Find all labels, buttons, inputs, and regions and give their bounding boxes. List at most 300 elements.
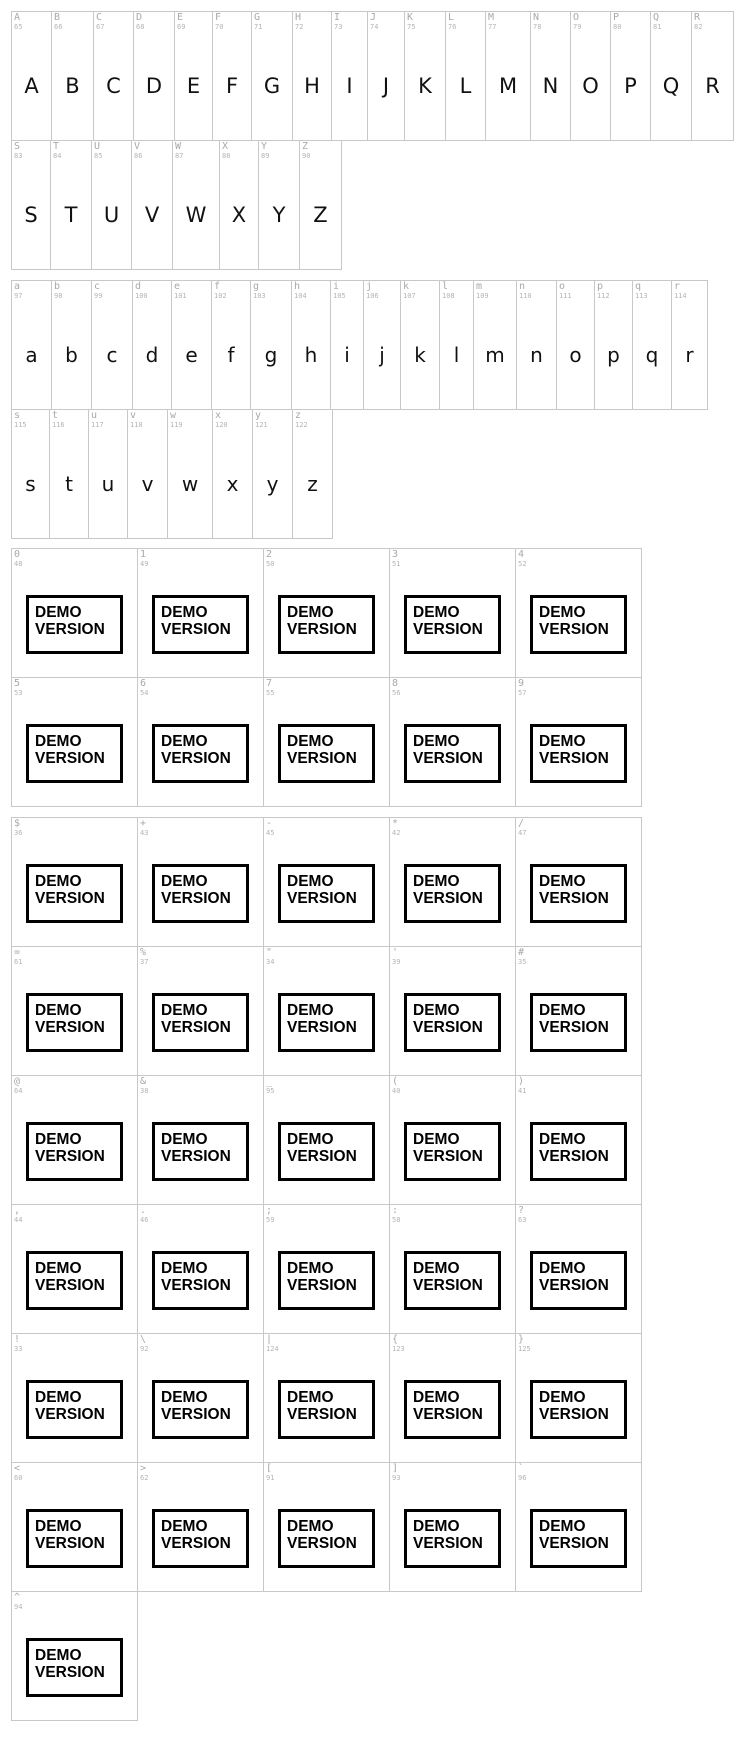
- demo-label-line2: VERSION: [287, 750, 357, 767]
- demo-label-line2: VERSION: [539, 621, 609, 638]
- demo-label-line1: DEMO: [161, 604, 208, 621]
- demo-label-line1: DEMO: [539, 1260, 586, 1277]
- glyph-cell: [137, 1204, 264, 1334]
- glyph-sample: R: [705, 74, 720, 98]
- glyph-cell: [11, 140, 51, 270]
- glyph-sample: S: [24, 203, 38, 227]
- glyph-sample: s: [25, 472, 36, 496]
- demo-label-line2: VERSION: [35, 1406, 105, 1423]
- cell-char-code: 95: [266, 1087, 275, 1095]
- cell-character-label: U: [94, 141, 101, 152]
- cell-char-code: 86: [134, 152, 143, 160]
- demo-version-box: [404, 595, 501, 654]
- demo-label-line1: DEMO: [287, 873, 334, 890]
- cell-char-code: 121: [255, 421, 268, 429]
- demo-version-box: [152, 724, 249, 783]
- cell-character-label: 2: [266, 549, 273, 560]
- glyph-sample: o: [569, 343, 582, 367]
- demo-version-box: [530, 595, 627, 654]
- cell-character-label: %: [140, 947, 147, 958]
- cell-char-code: 61: [14, 958, 23, 966]
- demo-label-line1: DEMO: [35, 1389, 82, 1406]
- cell-character-label: c: [94, 281, 101, 292]
- cell-character-label: <: [14, 1463, 21, 1474]
- demo-label-line2: VERSION: [539, 1019, 609, 1036]
- cell-character-label: ': [392, 947, 399, 958]
- cell-char-code: 77: [488, 23, 497, 31]
- glyph-sample: P: [624, 74, 637, 98]
- cell-char-code: 33: [14, 1345, 23, 1353]
- glyph-cell: [91, 280, 133, 410]
- demo-label-line2: VERSION: [161, 750, 231, 767]
- cell-char-code: 64: [14, 1087, 23, 1095]
- glyph-cell: [263, 548, 390, 678]
- glyph-cell: [263, 1462, 390, 1592]
- demo-label-line1: DEMO: [35, 1131, 82, 1148]
- cell-char-code: 110: [519, 292, 532, 300]
- cell-char-code: 45: [266, 829, 275, 837]
- cell-char-code: 62: [140, 1474, 149, 1482]
- glyph-sample: O: [582, 74, 599, 98]
- glyph-sample: Q: [662, 74, 680, 98]
- glyph-cell: [174, 11, 213, 141]
- glyph-cell: [11, 677, 138, 807]
- glyph-sample: K: [418, 74, 432, 98]
- glyph-sample: p: [607, 343, 620, 367]
- cell-character-label: V: [134, 141, 141, 152]
- cell-character-label: t: [52, 410, 59, 421]
- cell-char-code: 112: [597, 292, 610, 300]
- glyph-cell: [610, 11, 651, 141]
- glyph-sample: l: [453, 343, 460, 367]
- demo-label-line2: VERSION: [539, 750, 609, 767]
- cell-character-label: _: [266, 1076, 273, 1087]
- cell-character-label: *: [392, 818, 399, 829]
- cell-character-label: 8: [392, 678, 399, 689]
- demo-label-line1: DEMO: [413, 1518, 460, 1535]
- glyph-sample: C: [106, 74, 121, 98]
- demo-label-line1: DEMO: [35, 1002, 82, 1019]
- demo-label-line2: VERSION: [287, 1535, 357, 1552]
- cell-char-code: 94: [14, 1603, 23, 1611]
- cell-character-label: }: [518, 1334, 525, 1345]
- cell-character-label: q: [635, 281, 642, 292]
- cell-char-code: 88: [222, 152, 231, 160]
- cell-character-label: ^: [14, 1592, 21, 1603]
- glyph-cell: [93, 11, 134, 141]
- glyph-sample: n: [530, 343, 543, 367]
- glyph-cell: [389, 677, 516, 807]
- cell-char-code: 108: [442, 292, 455, 300]
- cell-char-code: 66: [54, 23, 63, 31]
- demo-label-line1: DEMO: [413, 873, 460, 890]
- cell-char-code: 36: [14, 829, 23, 837]
- cell-character-label: /: [518, 818, 525, 829]
- cell-character-label: 7: [266, 678, 273, 689]
- cell-char-code: 100: [135, 292, 148, 300]
- glyph-sample: f: [227, 343, 235, 367]
- cell-char-code: 39: [392, 958, 401, 966]
- cell-char-code: 40: [392, 1087, 401, 1095]
- glyph-sample: X: [231, 203, 247, 227]
- cell-character-label: 1: [140, 549, 147, 560]
- demo-label-line2: VERSION: [35, 1535, 105, 1552]
- cell-char-code: 48: [14, 560, 23, 568]
- cell-character-label: i: [333, 281, 340, 292]
- demo-label-line2: VERSION: [35, 621, 105, 638]
- cell-char-code: 102: [214, 292, 227, 300]
- demo-label-line2: VERSION: [539, 890, 609, 907]
- cell-character-label: ;: [266, 1205, 273, 1216]
- glyph-cell: [252, 409, 293, 539]
- glyph-cell: [485, 11, 531, 141]
- demo-version-box: [404, 1122, 501, 1181]
- demo-label-line2: VERSION: [161, 621, 231, 638]
- demo-label-line2: VERSION: [413, 890, 483, 907]
- cell-character-label: a: [14, 281, 21, 292]
- glyph-cell: [51, 11, 94, 141]
- demo-label-line1: DEMO: [35, 604, 82, 621]
- cell-char-code: 65: [14, 23, 23, 31]
- glyph-cell: [473, 280, 517, 410]
- cell-char-code: 47: [518, 829, 527, 837]
- glyph-cell: [127, 409, 168, 539]
- cell-char-code: 72: [295, 23, 304, 31]
- demo-label-line2: VERSION: [413, 1148, 483, 1165]
- cell-character-label: -: [266, 818, 273, 829]
- cell-char-code: 73: [334, 23, 343, 31]
- demo-version-box: [404, 1380, 501, 1439]
- cell-character-label: (: [392, 1076, 399, 1087]
- glyph-cell: [250, 280, 292, 410]
- glyph-sample: y: [266, 472, 279, 496]
- demo-version-box: [530, 1380, 627, 1439]
- cell-char-code: 87: [175, 152, 184, 160]
- cell-character-label: 3: [392, 549, 399, 560]
- demo-label-line1: DEMO: [35, 1260, 82, 1277]
- glyph-cell: [515, 1204, 642, 1334]
- cell-character-label: $: [14, 818, 21, 829]
- cell-character-label: h: [294, 281, 301, 292]
- demo-label-line1: DEMO: [287, 1389, 334, 1406]
- cell-character-label: v: [130, 410, 137, 421]
- cell-char-code: 118: [130, 421, 143, 429]
- demo-label-line2: VERSION: [413, 1535, 483, 1552]
- cell-character-label: 9: [518, 678, 525, 689]
- cell-character-label: @: [14, 1076, 21, 1087]
- demo-version-box: [404, 993, 501, 1052]
- glyph-cell: [88, 409, 128, 539]
- cell-char-code: 103: [253, 292, 266, 300]
- cell-char-code: 117: [91, 421, 104, 429]
- glyph-sample: b: [65, 343, 78, 367]
- glyph-sample: G: [263, 74, 281, 98]
- cell-character-label: I: [334, 12, 341, 23]
- cell-char-code: 84: [53, 152, 62, 160]
- cell-char-code: 93: [392, 1474, 401, 1482]
- cell-char-code: 51: [392, 560, 401, 568]
- cell-char-code: 122: [295, 421, 308, 429]
- demo-version-box: [278, 724, 375, 783]
- glyph-cell: [212, 409, 253, 539]
- demo-label-line2: VERSION: [287, 890, 357, 907]
- glyph-cell: [167, 409, 213, 539]
- demo-version-box: [404, 864, 501, 923]
- cell-character-label: n: [519, 281, 526, 292]
- glyph-sample: W: [185, 203, 207, 227]
- demo-label-line1: DEMO: [287, 1131, 334, 1148]
- demo-label-line2: VERSION: [413, 750, 483, 767]
- glyph-sample: T: [64, 203, 78, 227]
- cell-char-code: 68: [136, 23, 145, 31]
- glyph-cell: [171, 280, 212, 410]
- glyph-cell: [363, 280, 401, 410]
- demo-label-line1: DEMO: [539, 1131, 586, 1148]
- cell-character-label: y: [255, 410, 262, 421]
- glyph-cell: [11, 1333, 138, 1463]
- glyph-cell: [515, 1333, 642, 1463]
- demo-label-line1: DEMO: [539, 604, 586, 621]
- cell-character-label: H: [295, 12, 302, 23]
- cell-character-label: 0: [14, 549, 21, 560]
- glyph-sample: d: [145, 343, 159, 367]
- demo-label-line1: DEMO: [539, 1518, 586, 1535]
- demo-label-line2: VERSION: [413, 621, 483, 638]
- cell-char-code: 85: [94, 152, 103, 160]
- demo-label-line1: DEMO: [35, 1518, 82, 1535]
- glyph-cell: [515, 1075, 642, 1205]
- glyph-cell: [439, 280, 474, 410]
- cell-character-label: o: [559, 281, 566, 292]
- glyph-sample: k: [414, 343, 426, 367]
- cell-char-code: 34: [266, 958, 275, 966]
- cell-character-label: s: [14, 410, 21, 421]
- demo-label-line1: DEMO: [287, 1518, 334, 1535]
- demo-label-line1: DEMO: [287, 733, 334, 750]
- cell-character-label: >: [140, 1463, 147, 1474]
- glyph-cell: [137, 1333, 264, 1463]
- glyph-sample: Y: [272, 203, 286, 227]
- glyph-cell: [515, 817, 642, 947]
- glyph-cell: [11, 280, 52, 410]
- demo-version-box: [152, 1380, 249, 1439]
- cell-char-code: 70: [215, 23, 224, 31]
- cell-char-code: 63: [518, 1216, 527, 1224]
- glyph-sample: z: [307, 472, 318, 496]
- demo-label-line1: DEMO: [287, 1002, 334, 1019]
- glyph-cell: [263, 1333, 390, 1463]
- cell-char-code: 119: [170, 421, 183, 429]
- cell-char-code: 49: [140, 560, 149, 568]
- glyph-cell: [11, 1204, 138, 1334]
- glyph-cell: [594, 280, 633, 410]
- cell-character-label: J: [370, 12, 377, 23]
- cell-character-label: ): [518, 1076, 525, 1087]
- demo-label-line2: VERSION: [287, 621, 357, 638]
- glyph-cell: [263, 1075, 390, 1205]
- cell-character-label: X: [222, 141, 229, 152]
- glyph-cell: [211, 280, 251, 410]
- glyph-cell: [291, 280, 331, 410]
- demo-label-line1: DEMO: [161, 733, 208, 750]
- cell-char-code: 44: [14, 1216, 23, 1224]
- cell-character-label: x: [215, 410, 222, 421]
- demo-label-line1: DEMO: [161, 1389, 208, 1406]
- demo-label-line1: DEMO: [161, 1131, 208, 1148]
- cell-character-label: \: [140, 1334, 147, 1345]
- cell-char-code: 43: [140, 829, 149, 837]
- demo-version-box: [404, 724, 501, 783]
- glyph-sample: e: [185, 343, 198, 367]
- cell-char-code: 120: [215, 421, 228, 429]
- cell-character-label: Y: [261, 141, 268, 152]
- glyph-cell: [445, 11, 486, 141]
- glyph-cell: [11, 548, 138, 678]
- cell-character-label: K: [407, 12, 414, 23]
- glyph-cell: [11, 1075, 138, 1205]
- cell-character-label: #: [518, 947, 525, 958]
- demo-label-line2: VERSION: [539, 1535, 609, 1552]
- glyph-cell: [556, 280, 595, 410]
- demo-label-line1: DEMO: [413, 604, 460, 621]
- cell-character-label: :: [392, 1205, 399, 1216]
- demo-label-line1: DEMO: [539, 1002, 586, 1019]
- cell-char-code: 57: [518, 689, 527, 697]
- demo-version-box: [530, 1122, 627, 1181]
- cell-character-label: e: [174, 281, 181, 292]
- demo-label-line1: DEMO: [161, 1002, 208, 1019]
- cell-character-label: E: [177, 12, 184, 23]
- cell-char-code: 82: [694, 23, 703, 31]
- cell-char-code: 105: [333, 292, 346, 300]
- demo-version-box: [530, 1509, 627, 1568]
- demo-label-line2: VERSION: [35, 1019, 105, 1036]
- cell-char-code: 46: [140, 1216, 149, 1224]
- demo-label-line2: VERSION: [161, 890, 231, 907]
- cell-character-label: l: [442, 281, 449, 292]
- glyph-sample: B: [65, 74, 80, 98]
- cell-character-label: f: [214, 281, 221, 292]
- glyph-cell: [404, 11, 446, 141]
- cell-character-label: w: [170, 410, 177, 421]
- demo-label-line1: DEMO: [413, 1131, 460, 1148]
- cell-char-code: 52: [518, 560, 527, 568]
- cell-character-label: T: [53, 141, 60, 152]
- glyph-sample: w: [181, 472, 199, 496]
- cell-character-label: R: [694, 12, 701, 23]
- glyph-cell: [389, 1204, 516, 1334]
- glyph-cell: [292, 11, 332, 141]
- demo-version-box: [278, 1509, 375, 1568]
- cell-character-label: ,: [14, 1205, 21, 1216]
- demo-label-line2: VERSION: [161, 1406, 231, 1423]
- demo-label-line2: VERSION: [161, 1277, 231, 1294]
- demo-label-line2: VERSION: [287, 1019, 357, 1036]
- glyph-sample: a: [25, 343, 38, 367]
- glyph-sample: j: [379, 343, 385, 367]
- cell-character-label: d: [135, 281, 142, 292]
- demo-label-line2: VERSION: [35, 1148, 105, 1165]
- demo-label-line2: VERSION: [413, 1406, 483, 1423]
- demo-label-line2: VERSION: [287, 1277, 357, 1294]
- glyph-sample: v: [141, 472, 154, 496]
- cell-character-label: z: [295, 410, 302, 421]
- cell-char-code: 107: [403, 292, 416, 300]
- cell-character-label: S: [14, 141, 21, 152]
- glyph-cell: [389, 1462, 516, 1592]
- cell-char-code: 89: [261, 152, 270, 160]
- cell-character-label: 4: [518, 549, 525, 560]
- glyph-sample: x: [226, 472, 239, 496]
- demo-version-box: [26, 724, 123, 783]
- glyph-cell: [389, 817, 516, 947]
- glyph-sample: L: [459, 74, 472, 98]
- demo-version-box: [26, 864, 123, 923]
- demo-label-line2: VERSION: [35, 890, 105, 907]
- demo-label-line2: VERSION: [161, 1148, 231, 1165]
- glyph-cell: [691, 11, 734, 141]
- demo-label-line1: DEMO: [413, 1002, 460, 1019]
- glyph-sample: V: [144, 203, 160, 227]
- glyph-cell: [515, 946, 642, 1076]
- demo-label-line1: DEMO: [35, 873, 82, 890]
- glyph-sample: U: [103, 203, 120, 227]
- demo-version-box: [530, 993, 627, 1052]
- glyph-cell: [51, 280, 92, 410]
- glyph-sample: A: [24, 74, 39, 98]
- cell-char-code: 69: [177, 23, 186, 31]
- glyph-cell: [172, 140, 220, 270]
- demo-label-line1: DEMO: [539, 1389, 586, 1406]
- cell-char-code: 114: [674, 292, 687, 300]
- demo-version-box: [152, 1251, 249, 1310]
- demo-version-box: [530, 1251, 627, 1310]
- glyph-cell: [11, 409, 50, 539]
- cell-char-code: 125: [518, 1345, 531, 1353]
- glyph-cell: [632, 280, 672, 410]
- glyph-cell: [11, 11, 52, 141]
- cell-char-code: 123: [392, 1345, 405, 1353]
- glyph-cell: [132, 280, 172, 410]
- glyph-cell: [263, 1204, 390, 1334]
- glyph-sample: J: [382, 74, 390, 98]
- demo-version-box: [26, 1251, 123, 1310]
- demo-label-line2: VERSION: [413, 1019, 483, 1036]
- cell-character-label: 6: [140, 678, 147, 689]
- demo-version-box: [152, 864, 249, 923]
- cell-character-label: W: [175, 141, 182, 152]
- cell-character-label: C: [96, 12, 103, 23]
- cell-character-label: m: [476, 281, 483, 292]
- demo-version-box: [404, 1251, 501, 1310]
- demo-label-line1: DEMO: [161, 873, 208, 890]
- cell-character-label: +: [140, 818, 147, 829]
- glyph-cell: [515, 1462, 642, 1592]
- cell-character-label: k: [403, 281, 410, 292]
- cell-character-label: g: [253, 281, 260, 292]
- cell-char-code: 54: [140, 689, 149, 697]
- cell-char-code: 56: [392, 689, 401, 697]
- glyph-cell: [91, 140, 132, 270]
- cell-character-label: p: [597, 281, 604, 292]
- demo-label-line1: DEMO: [35, 733, 82, 750]
- demo-label-line2: VERSION: [35, 1277, 105, 1294]
- cell-char-code: 71: [254, 23, 263, 31]
- glyph-cell: [11, 1462, 138, 1592]
- demo-label-line2: VERSION: [161, 1535, 231, 1552]
- demo-version-box: [278, 993, 375, 1052]
- glyph-cell: [330, 280, 364, 410]
